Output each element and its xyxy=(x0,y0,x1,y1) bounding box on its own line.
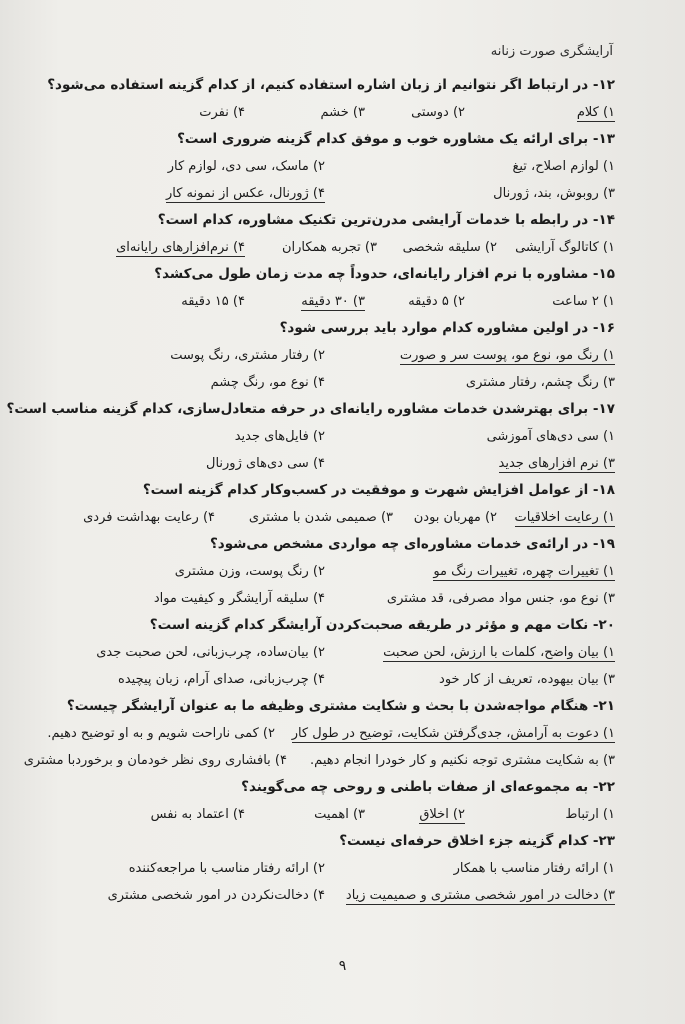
option-3[interactable]: ۳) بیان بیهوده، تعریف از کار خود xyxy=(439,672,615,687)
answer-underline: ۱) رنگ مو، نوع مو، پوست سر و صورت xyxy=(399,348,615,363)
option-4[interactable]: ۴) چرب‌زبانی، صدای آرام، زبان پیچیده xyxy=(118,672,325,687)
option-1[interactable] xyxy=(515,504,615,531)
question-17: ۱۷- برای بهترشدن خدمات مشاوره رایانه‌ای در حرفه متعادل‌سازی، کدام گزینه مناسب است؟ xyxy=(6,401,615,417)
option-1[interactable] xyxy=(292,720,615,747)
option-4[interactable]: ۴) اعتماد به نفس xyxy=(150,807,245,822)
options-row xyxy=(36,504,615,531)
option-2[interactable]: ۲) بیان‌ساده، چرب‌زبانی، لحن صحبت جدی xyxy=(96,645,325,660)
option-1[interactable]: ۱) ارائه رفتار مناسب با همکار xyxy=(453,861,615,876)
option-4[interactable] xyxy=(116,234,245,261)
question-13: ۱۳- برای ارائه یک مشاوره خوب و موفق کدام گزینه ضروری است؟ xyxy=(177,131,615,147)
answer-underline: ۴) ژورنال، عکس از نمونه کار xyxy=(165,186,325,201)
option-2[interactable]: ۲) ماسک، سی دی، لوازم کار xyxy=(167,159,325,174)
option-4[interactable]: ۴) بافشاری روی نظر خودمان و برخوردبا مشتری xyxy=(23,753,287,768)
answer-underline: ۱) بیان واضح، کلمات با ارزش، لحن صحبت xyxy=(383,645,615,660)
options-row xyxy=(36,342,615,369)
option-1[interactable] xyxy=(433,558,615,585)
option-1[interactable]: ۱) ارتباط xyxy=(565,807,615,822)
option-1[interactable] xyxy=(383,639,615,666)
option-2[interactable]: ۲) ارائه رفتار مناسب با مراجعه‌کننده xyxy=(128,861,325,876)
option-1[interactable]: ۱) سی دی‌های آموزشی xyxy=(486,429,615,444)
option-2[interactable]: ۲) رنگ پوست، وزن مشتری xyxy=(174,564,325,579)
question-22: ۲۲- به مجموعه‌ای از صفات باطنی و روحی چه می‌گویند؟ xyxy=(241,779,615,795)
options-row xyxy=(36,99,615,126)
option-4[interactable]: ۴) سی دی‌های ژورنال xyxy=(206,456,325,471)
options-row xyxy=(36,585,615,612)
option-4[interactable]: ۴) رعایت بهداشت فردی xyxy=(83,510,215,525)
option-2[interactable]: ۲) فایل‌های جدید xyxy=(234,429,325,444)
option-4[interactable]: ۴) نوع مو، رنگ چشم xyxy=(210,375,325,390)
option-1[interactable]: ۱) ۲ ساعت xyxy=(552,294,615,309)
option-3[interactable] xyxy=(499,450,615,477)
options-row xyxy=(36,666,615,693)
question-19: ۱۹- در ارائه‌ی خدمات مشاوره‌ای چه مواردی مشخص می‌شود؟ xyxy=(209,536,615,552)
answer-underline: ۳) نرم افزارهای جدید xyxy=(498,456,615,471)
question-15: ۱۵- مشاوره با نرم افزار رایانه‌ای، حدوداً چه مدت زمان طول می‌کشد؟ xyxy=(154,266,615,282)
option-1[interactable]: ۱) کاتالوگ آرایشی xyxy=(515,240,615,255)
question-23: ۲۳- کدام گزینه جزء اخلاق حرفه‌ای نیست؟ xyxy=(339,833,615,849)
answer-underline: ۲) اخلاق xyxy=(419,807,465,822)
option-2[interactable]: ۲) کمی ناراحت شویم و به او توضیح دهیم. xyxy=(47,726,275,741)
option-2[interactable]: ۲) مهربان بودن xyxy=(413,510,497,525)
question-list xyxy=(6,72,615,909)
answer-underline: ۱) دعوت به آرامش، جدی‌گرفتن شکایت، توضیح در طول کار xyxy=(291,726,615,741)
option-3[interactable]: ۳) خشم xyxy=(320,105,365,120)
option-2[interactable]: ۲) سلیقه شخصی xyxy=(402,240,497,255)
option-4[interactable] xyxy=(166,180,325,207)
option-3[interactable]: ۳) نوع مو، جنس مواد مصرفی، قد مشتری xyxy=(386,591,615,606)
options-row xyxy=(36,288,615,315)
options-row xyxy=(36,153,615,180)
option-3[interactable]: ۳) به شکایت مشتری توجه نکنیم و کار خودرا انجام دهیم. xyxy=(310,753,615,768)
options-row xyxy=(36,801,615,828)
option-2[interactable]: ۲) رفتار مشتری، رنگ پوست xyxy=(170,348,325,363)
option-3[interactable]: ۳) رنگ چشم، رفتار مشتری xyxy=(465,375,615,390)
option-4[interactable]: ۴) نفرت xyxy=(199,105,245,120)
question-16: ۱۶- در اولین مشاوره کدام موارد باید بررسی شود؟ xyxy=(279,320,615,336)
question-21: ۲۱- هنگام مواجه‌شدن با بحث و شکایت مشتری وظیفه ما به عنوان آرایشگر چیست؟ xyxy=(66,698,615,714)
option-2[interactable]: ۲) دوستی xyxy=(411,105,465,120)
option-1[interactable] xyxy=(577,99,615,126)
answer-underline: ۴) نرم‌افزارهای رایانه‌ای xyxy=(116,240,245,255)
question-20: ۲۰- نکات مهم و مؤثر در طریقه صحبت‌کردن آرایشگر کدام گزینه است؟ xyxy=(149,617,615,633)
options-row xyxy=(36,558,615,585)
question-14: ۱۴- در رابطه با خدمات آرایشی مدرن‌ترین تکنیک مشاوره، کدام است؟ xyxy=(157,212,615,228)
question-18: ۱۸- از عوامل افزایش شهرت و موفقیت در کسب‌وکار کدام گزینه است؟ xyxy=(142,482,615,498)
option-3[interactable] xyxy=(301,288,365,315)
options-row xyxy=(36,720,615,747)
option-2[interactable]: ۲) ۵ دقیقه xyxy=(408,294,465,309)
running-header: آرایشگری صورت زنانه xyxy=(490,44,613,59)
page-number: ۹ xyxy=(338,958,347,974)
option-1[interactable] xyxy=(400,342,615,369)
options-row xyxy=(36,882,615,909)
option-3[interactable] xyxy=(346,882,615,909)
option-1[interactable]: ۱) لوازم اصلاح، تیغ xyxy=(512,159,615,174)
options-row xyxy=(36,234,615,261)
answer-underline: ۱) رعایت اخلاقیات xyxy=(514,510,615,525)
answer-underline: ۱) کلام xyxy=(576,105,615,120)
option-4[interactable]: ۴) ۱۵ دقیقه xyxy=(181,294,245,309)
options-row xyxy=(36,450,615,477)
option-3[interactable]: ۳) صمیمی شدن با مشتری xyxy=(248,510,393,525)
answer-underline: ۳) دخالت در امور شخصی مشتری و صمیمیت زیاد xyxy=(345,888,615,903)
answer-underline: ۱) تغییرات چهره، تغییرات رنگ مو xyxy=(433,564,615,579)
answer-underline: ۳) ۳۰ دقیقه xyxy=(301,294,365,309)
options-row xyxy=(36,639,615,666)
options-row xyxy=(36,423,615,450)
question-12: ۱۲- در ارتباط اگر نتوانیم از زبان اشاره استفاده کنیم، از کدام گزینه استفاده می‌شود؟ xyxy=(47,77,615,93)
options-row xyxy=(36,855,615,882)
option-3[interactable]: ۳) تجربه همکاران xyxy=(281,240,377,255)
options-row xyxy=(36,180,615,207)
option-3[interactable]: ۳) اهمیت xyxy=(314,807,365,822)
option-4[interactable]: ۴) دخالت‌نکردن در امور شخصی مشتری xyxy=(107,888,325,903)
options-row xyxy=(36,369,615,396)
options-row xyxy=(23,747,615,774)
option-3[interactable]: ۳) روبوش، بند، ژورنال xyxy=(493,186,615,201)
option-4[interactable]: ۴) سلیقه آرایشگر و کیفیت مواد xyxy=(153,591,325,606)
option-2[interactable] xyxy=(419,801,465,828)
